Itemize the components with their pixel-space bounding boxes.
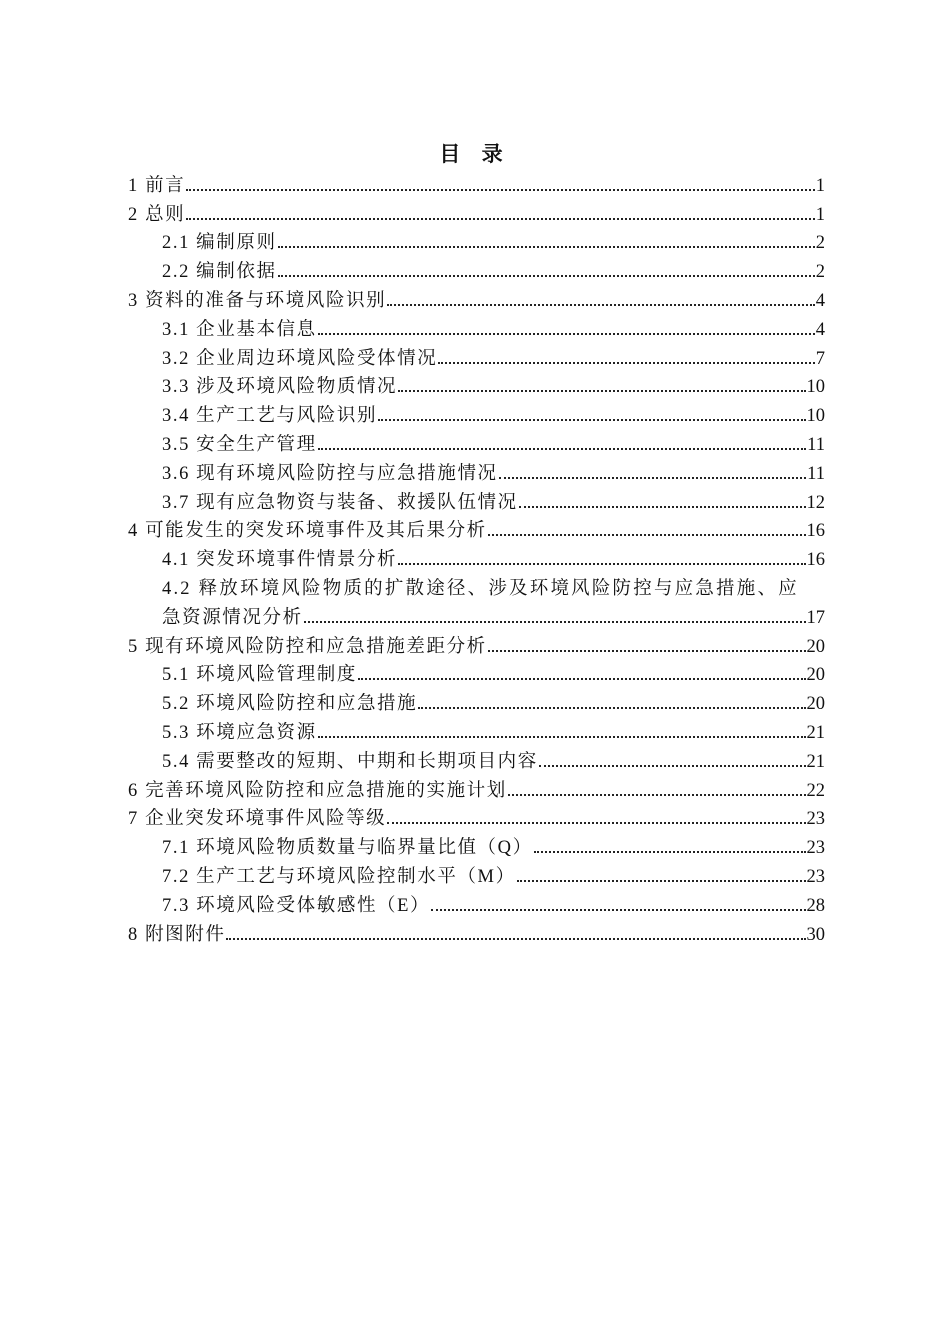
toc-entry[interactable] — [128, 254, 825, 283]
toc-entry-page: 23 — [806, 838, 825, 859]
leader-dots — [318, 333, 815, 335]
toc-entry-label: 7.1 环境风险物质数量与临界量比值（Q） — [162, 838, 533, 859]
toc-entry-page: 10 — [806, 377, 825, 398]
leader-dots — [318, 736, 806, 738]
toc-entry-page: 4 — [815, 290, 825, 311]
toc-entry-page: 7 — [815, 348, 825, 369]
toc-entry-label: 5.4 需要整改的短期、中期和长期项目内容 — [162, 751, 538, 772]
leader-dots — [508, 794, 806, 796]
toc-entry-page: 23 — [806, 866, 825, 887]
leader-dots — [431, 909, 805, 911]
leader-dots — [519, 506, 806, 508]
toc-entry[interactable] — [128, 485, 825, 514]
leader-dots — [517, 880, 806, 882]
toc-entry-label: 4.1 突发环境事件情景分析 — [162, 550, 398, 571]
toc-entry[interactable] — [128, 542, 825, 571]
toc-entry[interactable] — [128, 658, 825, 687]
leader-dots — [488, 650, 806, 652]
toc-entry-page: 1 — [815, 175, 825, 196]
toc-entry[interactable] — [128, 600, 825, 629]
toc-entry-label: 3.6 现有环境风险防控与应急措施情况 — [162, 463, 498, 484]
leader-dots — [387, 822, 805, 824]
toc-entry-label: 3.7 现有应急物资与装备、救援队伍情况 — [162, 492, 518, 513]
toc-entry-page: 11 — [807, 463, 825, 484]
leader-dots — [539, 765, 806, 767]
toc-entry-page: 1 — [815, 204, 825, 225]
toc-entry-page: 23 — [806, 809, 825, 830]
toc-entry[interactable] — [128, 629, 825, 658]
toc-title: 目 录 — [439, 142, 511, 166]
leader-dots — [499, 477, 807, 479]
leader-dots — [318, 448, 806, 450]
toc-entry[interactable] — [128, 830, 825, 859]
toc-entry-label: 4 可能发生的突发环境事件及其后果分析 — [128, 521, 487, 542]
toc-entry[interactable] — [128, 859, 825, 888]
toc-entry-label: 4.2 释放环境风险物质的扩散途径、涉及环境风险防控与应急措施、应 — [162, 578, 799, 599]
leader-dots — [418, 707, 805, 709]
toc-entry-label: 3.1 企业基本信息 — [162, 319, 317, 340]
toc-entry-label: 3.5 安全生产管理 — [162, 434, 317, 455]
toc-entry-page: 22 — [806, 780, 825, 801]
toc-entry-label: 7.2 生产工艺与环境风险控制水平（M） — [162, 866, 516, 887]
toc-entry-page: 21 — [806, 722, 825, 743]
leader-dots — [278, 246, 815, 248]
toc-entry[interactable] — [128, 773, 825, 802]
leader-dots — [358, 678, 806, 680]
toc-entry-label: 8 附图附件 — [128, 924, 226, 945]
toc-entry-label: 3.4 生产工艺与风险识别 — [162, 406, 378, 427]
toc-entry[interactable] — [128, 226, 825, 255]
toc-entry[interactable] — [128, 312, 825, 341]
toc-entry[interactable] — [128, 456, 825, 485]
toc-entry-label: 5.1 环境风险管理制度 — [162, 665, 357, 686]
toc-entry[interactable] — [128, 168, 825, 197]
leader-dots — [304, 621, 806, 623]
toc-entry-page: 2 — [815, 233, 825, 254]
toc-entry-page: 20 — [806, 636, 825, 657]
leader-dots — [278, 275, 815, 277]
toc-entry[interactable] — [128, 802, 825, 831]
table-of-contents — [128, 168, 825, 946]
leader-dots — [387, 304, 814, 306]
toc-entry-label: 5.2 环境风险防控和应急措施 — [162, 694, 418, 715]
toc-entry-page: 2 — [815, 262, 825, 283]
toc-entry-page: 11 — [807, 434, 825, 455]
toc-entry-label: 1 前言 — [128, 175, 186, 196]
toc-entry[interactable] — [128, 283, 825, 312]
toc-entry-page: 4 — [815, 319, 825, 340]
toc-entry-label: 3.2 企业周边环境风险受体情况 — [162, 348, 438, 369]
leader-dots — [398, 390, 805, 392]
toc-entry[interactable] — [128, 341, 825, 370]
leader-dots — [438, 362, 814, 364]
toc-entry-page: 16 — [806, 550, 825, 571]
toc-entry[interactable] — [128, 686, 825, 715]
toc-entry[interactable] — [128, 917, 825, 946]
leader-dots — [534, 851, 806, 853]
toc-entry[interactable] — [128, 398, 825, 427]
leader-dots — [226, 938, 805, 940]
toc-entry-page: 20 — [806, 665, 825, 686]
toc-entry-label: 3.3 涉及环境风险物质情况 — [162, 377, 398, 398]
toc-entry[interactable] — [128, 888, 825, 917]
leader-dots — [398, 563, 805, 565]
toc-entry[interactable] — [128, 370, 825, 399]
toc-entry-label: 6 完善环境风险防控和应急措施的实施计划 — [128, 780, 507, 801]
toc-entry-label: 5 现有环境风险防控和应急措施差距分析 — [128, 636, 487, 657]
toc-entry-label-continued: 急资源情况分析 — [162, 607, 303, 628]
toc-entry[interactable] — [128, 427, 825, 456]
toc-entry[interactable] — [128, 197, 825, 226]
toc-entry-page: 12 — [806, 492, 825, 513]
toc-entry-label: 2.1 编制原则 — [162, 233, 277, 254]
leader-dots — [186, 218, 814, 220]
leader-dots — [378, 419, 805, 421]
toc-entry-page: 10 — [806, 406, 825, 427]
toc-entry-label: 3 资料的准备与环境风险识别 — [128, 290, 387, 311]
toc-entry-label: 5.3 环境应急资源 — [162, 722, 317, 743]
toc-entry-label: 2.2 编制依据 — [162, 262, 277, 283]
toc-entry-wrapped-line[interactable] — [128, 571, 825, 600]
toc-entry[interactable] — [128, 514, 825, 543]
toc-entry[interactable] — [128, 715, 825, 744]
toc-entry-page: 30 — [806, 924, 825, 945]
toc-entry-label: 2 总则 — [128, 204, 186, 225]
toc-entry-page: 28 — [806, 895, 825, 916]
toc-entry-label: 7.3 环境风险受体敏感性（E） — [162, 895, 431, 916]
toc-entry-page: 20 — [806, 694, 825, 715]
toc-entry[interactable] — [128, 744, 825, 773]
toc-entry-page: 17 — [806, 607, 825, 628]
toc-entry-page: 16 — [806, 521, 825, 542]
leader-dots — [186, 189, 814, 191]
leader-dots — [488, 534, 806, 536]
toc-entry-page: 21 — [806, 751, 825, 772]
toc-entry-label: 7 企业突发环境事件风险等级 — [128, 809, 387, 830]
